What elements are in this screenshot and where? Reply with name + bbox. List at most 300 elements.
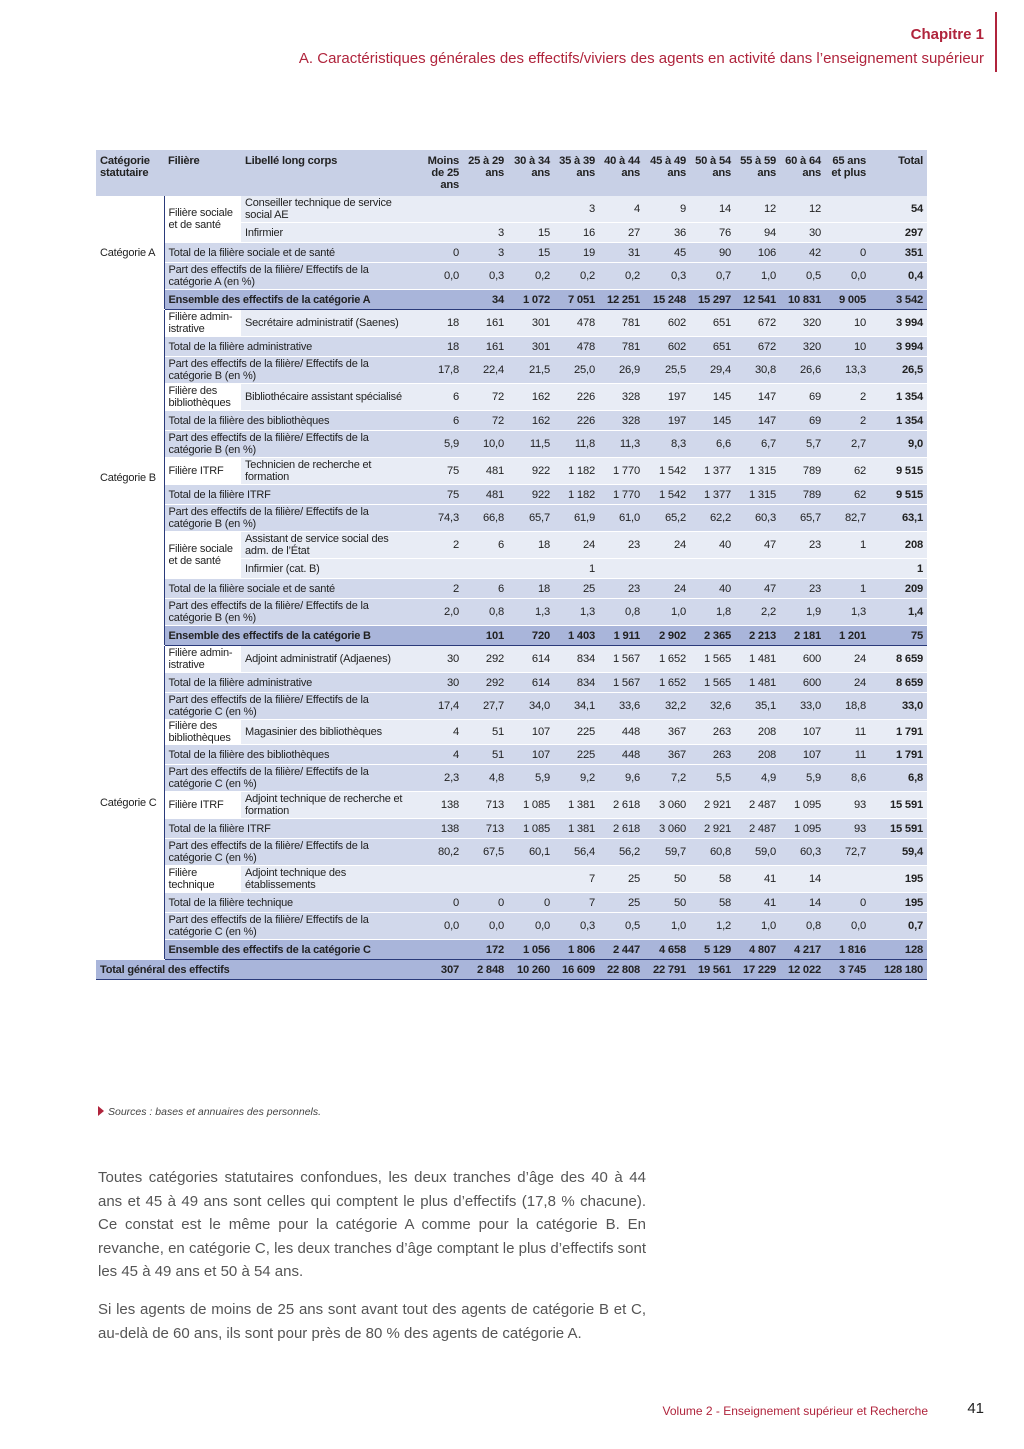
value-cell: 0: [825, 893, 870, 913]
value-cell: 9,6: [599, 765, 644, 792]
value-cell: 128: [870, 940, 927, 960]
col-header-age: 30 à 34 ans: [508, 150, 554, 196]
value-cell: [417, 866, 463, 893]
table-row: [96, 720, 927, 745]
row-label: Total général des effectifs: [96, 960, 417, 980]
value-cell: 1 182: [554, 458, 599, 485]
row-label: Total de la filière sociale et de santé: [164, 579, 417, 599]
value-cell: 25,0: [554, 357, 599, 384]
total-cell: 195: [870, 866, 927, 893]
value-cell: 40: [690, 579, 735, 599]
value-cell: 42: [780, 243, 825, 263]
total-cell: 63,1: [870, 505, 927, 532]
value-cell: 448: [599, 720, 644, 745]
value-cell: 36: [644, 223, 690, 243]
value-cell: [780, 559, 825, 579]
value-cell: 2 902: [644, 626, 690, 646]
share-row: [96, 263, 927, 290]
value-cell: 11: [825, 720, 870, 745]
row-label: Part des effectifs de la filière/ Effectifs de la catégorie B (en %): [164, 599, 417, 626]
value-cell: 0,3: [554, 913, 599, 940]
value-cell: 713: [463, 819, 508, 839]
total-cell: 195: [870, 893, 927, 913]
share-row: [96, 357, 927, 384]
value-cell: 58: [690, 866, 735, 893]
value-cell: 12: [735, 196, 780, 223]
value-cell: 25: [599, 866, 644, 893]
value-cell: 30: [417, 646, 463, 673]
col-header-age: 65 ans et plus: [825, 150, 870, 196]
value-cell: 34,1: [554, 693, 599, 720]
value-cell: [417, 223, 463, 243]
value-cell: 1 481: [735, 673, 780, 693]
filiere-label: Filière des bibliothèques: [164, 720, 241, 745]
value-cell: 65,2: [644, 505, 690, 532]
filiere-total-row: [96, 411, 927, 431]
row-label: Part des effectifs de la filière/ Effectifs de la catégorie B (en %): [164, 357, 417, 384]
value-cell: 0,8: [599, 599, 644, 626]
filiere-total-row: [96, 337, 927, 357]
value-cell: 1 056: [508, 940, 554, 960]
value-cell: 3 745: [825, 960, 870, 980]
value-cell: 1 182: [554, 485, 599, 505]
value-cell: 25,5: [644, 357, 690, 384]
filiere-total-row: [96, 579, 927, 599]
value-cell: 2,2: [735, 599, 780, 626]
value-cell: 14: [780, 866, 825, 893]
value-cell: 481: [463, 458, 508, 485]
filiere-label: Filière ITRF: [164, 458, 241, 485]
total-cell: 33,0: [870, 693, 927, 720]
value-cell: 14: [690, 196, 735, 223]
row-label: Ensemble des effectifs de la catégorie A: [164, 290, 463, 310]
row-label: Part des effectifs de la filière/ Effectifs de la catégorie C (en %): [164, 839, 417, 866]
value-cell: 3: [554, 196, 599, 223]
value-cell: 1 565: [690, 673, 735, 693]
value-cell: 15 248: [644, 290, 690, 310]
value-cell: 1 911: [599, 626, 644, 646]
value-cell: 24: [644, 532, 690, 559]
value-cell: 2 618: [599, 819, 644, 839]
value-cell: 61,0: [599, 505, 644, 532]
value-cell: 0,7: [690, 263, 735, 290]
value-cell: 1 567: [599, 673, 644, 693]
value-cell: 1 567: [599, 646, 644, 673]
value-cell: 59,0: [735, 839, 780, 866]
value-cell: 922: [508, 458, 554, 485]
total-cell: 9 515: [870, 485, 927, 505]
row-label: Part des effectifs de la filière/ Effectifs de la catégorie C (en %): [164, 693, 417, 720]
value-cell: 162: [508, 411, 554, 431]
value-cell: 29,4: [690, 357, 735, 384]
col-header-filiere: Filière: [164, 150, 241, 196]
col-header-age: 60 à 64 ans: [780, 150, 825, 196]
value-cell: 47: [735, 579, 780, 599]
share-row: [96, 505, 927, 532]
value-cell: 41: [735, 893, 780, 913]
value-cell: 25: [599, 893, 644, 913]
value-cell: 3 060: [644, 792, 690, 819]
value-cell: 51: [463, 720, 508, 745]
value-cell: 51: [463, 745, 508, 765]
value-cell: 1: [825, 579, 870, 599]
value-cell: 60,3: [780, 839, 825, 866]
filiere-total-row: [96, 673, 927, 693]
grand-total-row: [96, 960, 927, 980]
value-cell: 600: [780, 646, 825, 673]
value-cell: [644, 559, 690, 579]
value-cell: 2,0: [417, 599, 463, 626]
value-cell: 16: [554, 223, 599, 243]
value-cell: 320: [780, 310, 825, 337]
value-cell: 6: [463, 532, 508, 559]
value-cell: 9: [644, 196, 690, 223]
value-cell: 72: [463, 411, 508, 431]
value-cell: 7: [554, 866, 599, 893]
value-cell: 23: [780, 579, 825, 599]
total-cell: 54: [870, 196, 927, 223]
value-cell: 713: [463, 792, 508, 819]
value-cell: 4,9: [735, 765, 780, 792]
value-cell: 50: [644, 866, 690, 893]
value-cell: 75: [417, 458, 463, 485]
value-cell: 1 381: [554, 792, 599, 819]
filiere-label: Filière admin- istrative: [164, 646, 241, 673]
table-row: [96, 310, 927, 337]
corps-label: Conseiller technique de service social AE: [241, 196, 417, 223]
value-cell: 147: [735, 384, 780, 411]
value-cell: 10,0: [463, 431, 508, 458]
value-cell: 12 251: [599, 290, 644, 310]
value-cell: 27,7: [463, 693, 508, 720]
col-header-libelle: Libellé long corps: [241, 150, 417, 196]
value-cell: 60,8: [690, 839, 735, 866]
col-header-categorie: Catégorie statutaire: [96, 150, 164, 196]
value-cell: 11,5: [508, 431, 554, 458]
body-paragraph: Si les agents de moins de 25 ans sont avant tout des agents de catégorie B et C, au-delà de 60 ans, ils sont pour près de 80 % des agents de catégorie A.: [98, 1301, 646, 1342]
value-cell: [463, 196, 508, 223]
total-cell: 9,0: [870, 431, 927, 458]
table-row: [96, 532, 927, 559]
value-cell: 34,0: [508, 693, 554, 720]
value-cell: 60,1: [508, 839, 554, 866]
value-cell: [508, 559, 554, 579]
value-cell: 1 652: [644, 646, 690, 673]
value-cell: 35,1: [735, 693, 780, 720]
value-cell: 2 921: [690, 792, 735, 819]
row-label: Ensemble des effectifs de la catégorie B: [164, 626, 463, 646]
value-cell: 59,7: [644, 839, 690, 866]
value-cell: 0,2: [554, 263, 599, 290]
value-cell: 138: [417, 819, 463, 839]
total-cell: 3 994: [870, 310, 927, 337]
value-cell: 600: [780, 673, 825, 693]
corps-label: Adjoint technique des établissements: [241, 866, 417, 893]
value-cell: 65,7: [780, 505, 825, 532]
value-cell: 76: [690, 223, 735, 243]
page-number: 41: [967, 1400, 984, 1417]
value-cell: 107: [508, 745, 554, 765]
value-cell: 60,3: [735, 505, 780, 532]
total-cell: 209: [870, 579, 927, 599]
value-cell: 2: [825, 384, 870, 411]
value-cell: 56,4: [554, 839, 599, 866]
value-cell: 24: [644, 579, 690, 599]
value-cell: 107: [780, 720, 825, 745]
value-cell: 107: [780, 745, 825, 765]
value-cell: 478: [554, 337, 599, 357]
value-cell: 62: [825, 458, 870, 485]
value-cell: 45: [644, 243, 690, 263]
value-cell: 292: [463, 673, 508, 693]
value-cell: 0,0: [417, 263, 463, 290]
row-label: Total de la filière des bibliothèques: [164, 745, 417, 765]
row-label: Total de la filière des bibliothèques: [164, 411, 417, 431]
arrow-right-icon: [98, 1106, 104, 1116]
value-cell: 7,2: [644, 765, 690, 792]
effectifs-table-wrapper: [96, 150, 927, 980]
value-cell: 0,0: [417, 913, 463, 940]
filiere-label: Filière sociale et de santé: [164, 532, 241, 579]
value-cell: 0,5: [599, 913, 644, 940]
value-cell: 614: [508, 646, 554, 673]
table-row: [96, 866, 927, 893]
value-cell: 18: [417, 310, 463, 337]
value-cell: 15: [508, 223, 554, 243]
value-cell: 62,2: [690, 505, 735, 532]
value-cell: 22 791: [644, 960, 690, 980]
value-cell: 15 297: [690, 290, 735, 310]
value-cell: 1,9: [780, 599, 825, 626]
value-cell: 4: [599, 196, 644, 223]
value-cell: 3: [463, 223, 508, 243]
filiere-total-row: [96, 243, 927, 263]
value-cell: 1,0: [735, 263, 780, 290]
value-cell: 16 609: [554, 960, 599, 980]
value-cell: 69: [780, 411, 825, 431]
value-cell: 2,3: [417, 765, 463, 792]
value-cell: 2,7: [825, 431, 870, 458]
value-cell: 0,8: [463, 599, 508, 626]
value-cell: 30: [780, 223, 825, 243]
value-cell: 3 060: [644, 819, 690, 839]
table-header-row: [96, 150, 927, 196]
col-header-age: 25 à 29 ans: [463, 150, 508, 196]
value-cell: 1 816: [825, 940, 870, 960]
value-cell: 74,3: [417, 505, 463, 532]
total-cell: 1 791: [870, 745, 927, 765]
value-cell: 301: [508, 310, 554, 337]
total-cell: 1: [870, 559, 927, 579]
value-cell: 1 095: [780, 819, 825, 839]
col-header-age: 45 à 49 ans: [644, 150, 690, 196]
category-label: Catégorie A: [96, 196, 164, 310]
value-cell: 30,8: [735, 357, 780, 384]
filiere-total-row: [96, 745, 927, 765]
value-cell: 26,9: [599, 357, 644, 384]
total-cell: 15 591: [870, 819, 927, 839]
value-cell: 2 447: [599, 940, 644, 960]
row-label: Part des effectifs de la filière/ Effectifs de la catégorie A (en %): [164, 263, 417, 290]
total-cell: 15 591: [870, 792, 927, 819]
value-cell: 226: [554, 384, 599, 411]
value-cell: 18,8: [825, 693, 870, 720]
value-cell: 0,8: [780, 913, 825, 940]
value-cell: 0: [825, 243, 870, 263]
total-cell: 1,4: [870, 599, 927, 626]
corps-label: Bibliothécaire assistant spécialisé: [241, 384, 417, 411]
value-cell: 1: [554, 559, 599, 579]
value-cell: 1 377: [690, 485, 735, 505]
value-cell: 208: [735, 745, 780, 765]
value-cell: 6,7: [735, 431, 780, 458]
value-cell: 33,6: [599, 693, 644, 720]
total-cell: 297: [870, 223, 927, 243]
value-cell: 1 542: [644, 458, 690, 485]
row-label: Total de la filière technique: [164, 893, 417, 913]
value-cell: 12: [780, 196, 825, 223]
total-cell: 1 354: [870, 384, 927, 411]
value-cell: 5,9: [417, 431, 463, 458]
value-cell: 720: [508, 626, 554, 646]
value-cell: 1,3: [825, 599, 870, 626]
value-cell: 672: [735, 337, 780, 357]
filiere-label: Filière admin- istrative: [164, 310, 241, 337]
value-cell: 161: [463, 337, 508, 357]
value-cell: [825, 866, 870, 893]
value-cell: 138: [417, 792, 463, 819]
value-cell: [463, 866, 508, 893]
col-header-age: 50 à 54 ans: [690, 150, 735, 196]
value-cell: 226: [554, 411, 599, 431]
share-row: [96, 693, 927, 720]
corps-label: Assistant de service social des adm. de l’État: [241, 532, 417, 559]
value-cell: 41: [735, 866, 780, 893]
value-cell: 1 072: [508, 290, 554, 310]
value-cell: 0: [417, 893, 463, 913]
value-cell: 6: [463, 579, 508, 599]
value-cell: 11,8: [554, 431, 599, 458]
value-cell: 781: [599, 337, 644, 357]
filiere-label: Filière des bibliothèques: [164, 384, 241, 411]
value-cell: 94: [735, 223, 780, 243]
value-cell: 5,9: [780, 765, 825, 792]
value-cell: 18: [508, 579, 554, 599]
value-cell: 1 770: [599, 458, 644, 485]
value-cell: 0: [463, 893, 508, 913]
value-cell: 80,2: [417, 839, 463, 866]
value-cell: 651: [690, 337, 735, 357]
value-cell: 1 315: [735, 485, 780, 505]
value-cell: 2 848: [463, 960, 508, 980]
value-cell: [690, 559, 735, 579]
value-cell: 4 217: [780, 940, 825, 960]
row-label: Part des effectifs de la filière/ Effectifs de la catégorie C (en %): [164, 913, 417, 940]
value-cell: 781: [599, 310, 644, 337]
value-cell: 6: [417, 411, 463, 431]
share-row: [96, 913, 927, 940]
source-note: [98, 1106, 321, 1118]
value-cell: 5,5: [690, 765, 735, 792]
value-cell: 328: [599, 384, 644, 411]
value-cell: [417, 196, 463, 223]
value-cell: 1 403: [554, 626, 599, 646]
value-cell: 197: [644, 411, 690, 431]
value-cell: 1 085: [508, 792, 554, 819]
table-row: [96, 384, 927, 411]
value-cell: 1 806: [554, 940, 599, 960]
value-cell: 33,0: [780, 693, 825, 720]
value-cell: 1 481: [735, 646, 780, 673]
value-cell: 208: [735, 720, 780, 745]
value-cell: 481: [463, 485, 508, 505]
value-cell: 3 542: [870, 290, 927, 310]
corps-label: Secrétaire administratif (Saenes): [241, 310, 417, 337]
source-text: Sources : bases et annuaires des personnels.: [108, 1106, 322, 1118]
value-cell: 0: [508, 893, 554, 913]
col-header-age: Moins de 25 ans: [417, 150, 463, 196]
value-cell: 5 129: [690, 940, 735, 960]
filiere-label: Filière sociale et de santé: [164, 196, 241, 243]
value-cell: 10 831: [780, 290, 825, 310]
value-cell: 1 315: [735, 458, 780, 485]
value-cell: 22 808: [599, 960, 644, 980]
row-label: Total de la filière sociale et de santé: [164, 243, 417, 263]
value-cell: 614: [508, 673, 554, 693]
value-cell: 328: [599, 411, 644, 431]
total-cell: 3 994: [870, 337, 927, 357]
value-cell: 1,3: [554, 599, 599, 626]
value-cell: 2 487: [735, 819, 780, 839]
row-label: Ensemble des effectifs de la catégorie C: [164, 940, 463, 960]
value-cell: 301: [508, 337, 554, 357]
value-cell: 0,0: [825, 263, 870, 290]
value-cell: 1 565: [690, 646, 735, 673]
value-cell: 0,2: [508, 263, 554, 290]
value-cell: 14: [780, 893, 825, 913]
value-cell: 4,8: [463, 765, 508, 792]
value-cell: 56,2: [599, 839, 644, 866]
value-cell: 5,9: [508, 765, 554, 792]
value-cell: 12 541: [735, 290, 780, 310]
value-cell: 6,6: [690, 431, 735, 458]
value-cell: 106: [735, 243, 780, 263]
row-label: Total de la filière administrative: [164, 673, 417, 693]
value-cell: 22,4: [463, 357, 508, 384]
value-cell: 1,3: [508, 599, 554, 626]
value-cell: 13,3: [825, 357, 870, 384]
value-cell: 602: [644, 337, 690, 357]
corps-label: Infirmier (cat. B): [241, 559, 417, 579]
total-cell: 1 791: [870, 720, 927, 745]
value-cell: 66,8: [463, 505, 508, 532]
value-cell: 834: [554, 646, 599, 673]
value-cell: 21,5: [508, 357, 554, 384]
value-cell: 2 487: [735, 792, 780, 819]
value-cell: 32,2: [644, 693, 690, 720]
value-cell: 2 365: [690, 626, 735, 646]
value-cell: 61,9: [554, 505, 599, 532]
table-row: [96, 196, 927, 223]
value-cell: 263: [690, 745, 735, 765]
value-cell: 40: [690, 532, 735, 559]
value-cell: 8,6: [825, 765, 870, 792]
value-cell: 3: [463, 243, 508, 263]
value-cell: 172: [463, 940, 508, 960]
value-cell: 32,6: [690, 693, 735, 720]
value-cell: 602: [644, 310, 690, 337]
total-cell: 6,8: [870, 765, 927, 792]
